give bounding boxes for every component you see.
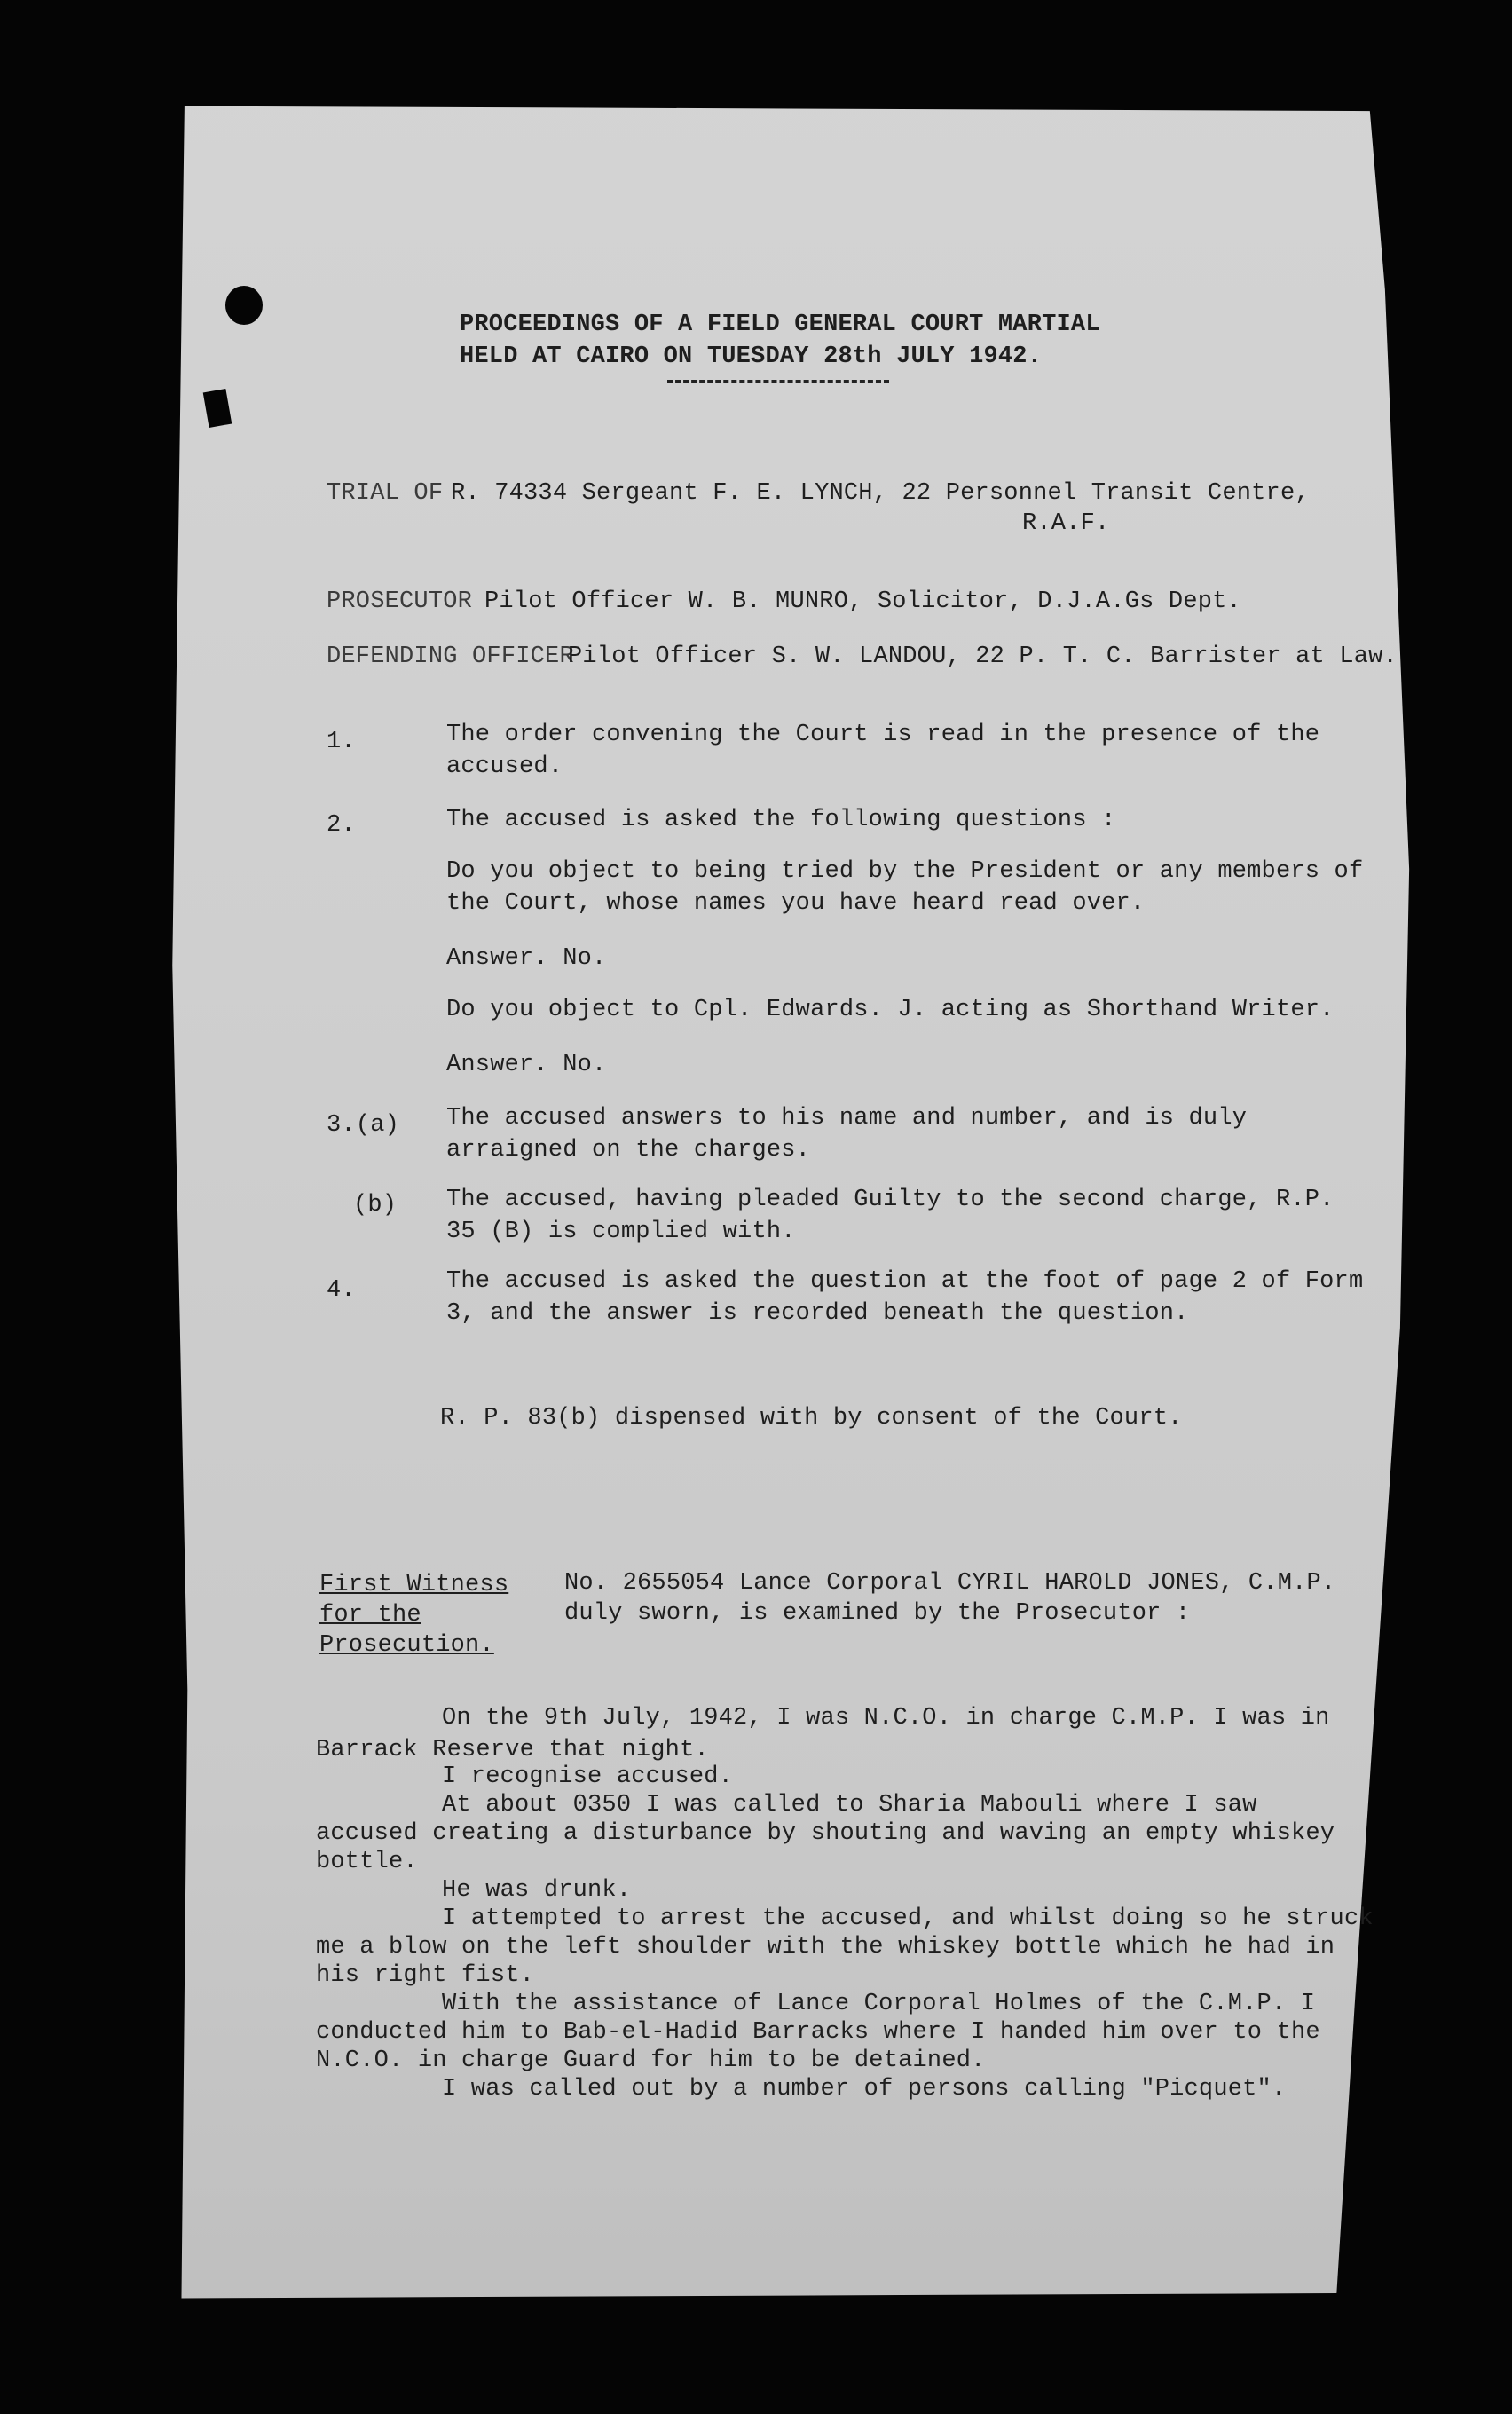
testimony-line: his right fist. [316, 1962, 535, 1989]
testimony-line: I attempted to arrest the accused, and whilst doing so he struck [442, 1905, 1374, 1932]
witness-label-line-3: Prosecution. [319, 1632, 494, 1659]
item-3a-text-b: arraigned on the charges. [446, 1137, 811, 1164]
answer-2: Answer. No. [446, 1052, 607, 1078]
answer-1: Answer. No. [446, 945, 607, 972]
heading-line-2: HELD AT CAIRO ON TUESDAY 28th JULY 1942. [460, 343, 1043, 370]
testimony-line: At about 0350 I was called to Sharia Mabouli where I saw [442, 1792, 1257, 1818]
item-1-number: 1. [327, 729, 356, 755]
heading-divider [667, 380, 889, 383]
testimony-line: N.C.O. in charge Guard for him to be detained. [316, 2047, 986, 2074]
testimony-line: With the assistance of Lance Corporal Holmes of the C.M.P. I [442, 1991, 1316, 2017]
testimony-line: me a blow on the left shoulder with the whiskey bottle which he had in [316, 1934, 1335, 1960]
trial-text-continued: R.A.F. [1022, 510, 1110, 537]
item-4-text-a: The accused is asked the question at the foot of page 2 of Form [446, 1268, 1364, 1295]
question-2: Do you object to Cpl. Edwards. J. acting as Shorthand Writer. [446, 997, 1335, 1023]
testimony-line: I recognise accused. [442, 1763, 734, 1790]
prosecutor-label: PROSECUTOR [327, 588, 473, 615]
item-3b-number: (b) [353, 1192, 398, 1219]
item-1-text-b: accused. [446, 753, 563, 780]
witness-label-line-1: First Witness [319, 1572, 509, 1598]
witness-intro-line-2: duly sworn, is examined by the Prosecutor : [564, 1600, 1191, 1627]
trial-label: TRIAL OF [327, 480, 444, 507]
prosecutor-text: Pilot Officer W. B. MUNRO, Solicitor, D.J.A.Gs Dept. [484, 588, 1241, 615]
witness-intro-line-1: No. 2655054 Lance Corporal CYRIL HAROLD JONES, C.M.P. [564, 1570, 1336, 1597]
item-3a-text-a: The accused answers to his name and number, and is duly [446, 1105, 1248, 1132]
testimony-line: On the 9th July, 1942, I was N.C.O. in charge C.M.P. I was in [442, 1705, 1330, 1732]
testimony-line: Barrack Reserve that night. [316, 1737, 709, 1763]
testimony-line: conducted him to Bab-el-Hadid Barracks where I handed him over to the [316, 2019, 1320, 2046]
item-4-text-b: 3, and the answer is recorded beneath the question. [446, 1300, 1189, 1327]
item-1-text-a: The order convening the Court is read in the presence of the [446, 722, 1320, 748]
item-2-text: The accused is asked the following questions : [446, 807, 1116, 833]
testimony-line: bottle. [316, 1849, 418, 1875]
question-1-line-a: Do you object to being tried by the President or any members of [446, 858, 1364, 885]
item-3b-text-a: The accused, having pleaded Guilty to the second charge, R.P. [446, 1187, 1335, 1213]
witness-label-line-2: for the [319, 1602, 421, 1629]
heading-line-1: PROCEEDINGS OF A FIELD GENERAL COURT MARTIAL [460, 312, 1100, 338]
item-2-number: 2. [327, 812, 356, 839]
item-3b-text-b: 35 (B) is complied with. [446, 1219, 796, 1245]
testimony-line: accused creating a disturbance by shouting and waving an empty whiskey [316, 1820, 1335, 1847]
rp-dispensed-note: R. P. 83(b) dispensed with by consent of the Court. [440, 1405, 1183, 1432]
testimony-line: He was drunk. [442, 1877, 632, 1904]
testimony-line: I was called out by a number of persons calling "Picquet". [442, 2076, 1287, 2102]
trial-text: R. 74334 Sergeant F. E. LYNCH, 22 Personnel Transit Centre, [451, 480, 1310, 507]
punch-hole [225, 286, 263, 325]
item-4-number: 4. [327, 1277, 356, 1304]
question-1-line-b: the Court, whose names you have heard read over. [446, 890, 1146, 917]
defending-label: DEFENDING OFFICER [327, 643, 574, 670]
item-3a-number: 3.(a) [327, 1112, 400, 1139]
defending-text: Pilot Officer S. W. LANDOU, 22 P. T. C. Barrister at Law. [568, 643, 1398, 670]
